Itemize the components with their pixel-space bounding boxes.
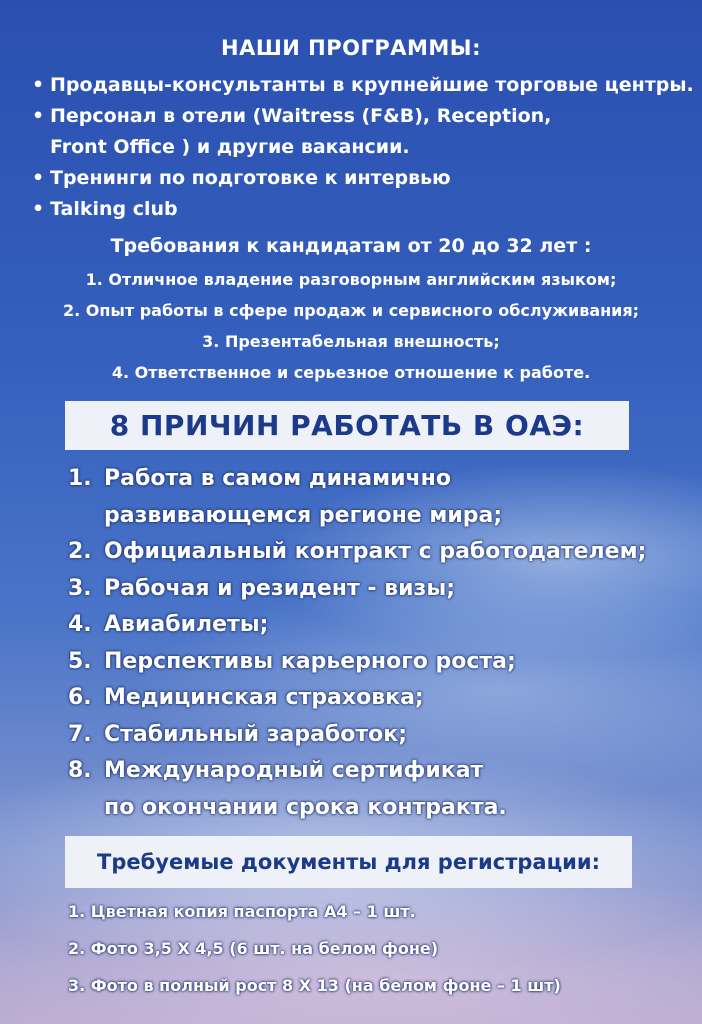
requirements-list <box>0 264 702 388</box>
bullet-icon: • <box>32 167 45 189</box>
requirement-item: 2. Опыт работы в сфере продаж и сервисного обслуживания; <box>62 301 640 320</box>
programs-title: НАШИ ПРОГРАММЫ: <box>221 36 481 60</box>
list-item <box>32 70 694 101</box>
reasons-title: 8 ПРИЧИН РАБОТАТЬ В ОАЭ: <box>109 409 585 442</box>
reason-item: 3. Рабочая и резидент - визы; <box>68 575 456 601</box>
list-item-continuation <box>32 132 694 163</box>
program-item: Продавцы-консультанты в крупнейшие торговые центры. <box>50 74 694 96</box>
reasons-list <box>68 461 668 826</box>
reason-item: 5. Перспективы карьерного роста; <box>68 648 516 674</box>
documents-list <box>68 893 561 1004</box>
reason-item: 2. Официальный контракт с работодателем; <box>68 539 647 564</box>
documents-banner <box>65 836 632 888</box>
programs-list <box>32 70 694 225</box>
document-item: 3. Фото в полный рост 8 Х 13 (на белом фоне – 1 шт) <box>68 976 561 995</box>
reason-item-continuation: развивающемся регионе мира; <box>104 502 503 528</box>
requirement-item: 1. Отличное владение разговорным английским языком; <box>85 270 617 289</box>
reason-item-continuation: по окончании срока контракта. <box>104 794 507 820</box>
document-item: 2. Фото 3,5 Х 4,5 (6 шт. на белом фоне) <box>68 939 439 958</box>
reason-item: 6. Медицинская страховка; <box>68 685 424 710</box>
requirement-item: 3. Презентабельная внешность; <box>202 332 500 351</box>
reasons-banner <box>65 401 629 450</box>
list-item <box>32 163 694 194</box>
program-item: Персонал в отели (Waitress (F&B), Reception, <box>50 105 552 127</box>
requirements-title: Требования к кандидатам от 20 до 32 лет : <box>110 235 592 257</box>
document-item: 1. Цветная копия паспорта А4 – 1 шт. <box>68 902 416 921</box>
list-item <box>32 101 694 132</box>
reason-item: 8. Международный сертификат <box>68 758 484 783</box>
reason-item: 7. Стабильный заработок; <box>68 721 408 747</box>
bullet-icon: • <box>32 198 45 220</box>
program-item: Talking club <box>50 198 178 220</box>
bullet-icon: • <box>32 105 45 127</box>
list-item <box>32 194 694 225</box>
reason-item: 1. Работа в самом динамично <box>68 466 451 491</box>
documents-title: Требуемые документы для регистрации: <box>97 850 600 874</box>
reason-item: 4. Авиабилеты; <box>68 612 269 637</box>
requirement-item: 4. Ответственное и серьезное отношение к работе. <box>111 363 591 382</box>
program-item: Front Office ) и другие вакансии. <box>50 136 410 158</box>
bullet-icon: • <box>32 74 45 96</box>
program-item: Тренинги по подготовке к интервью <box>50 167 451 189</box>
